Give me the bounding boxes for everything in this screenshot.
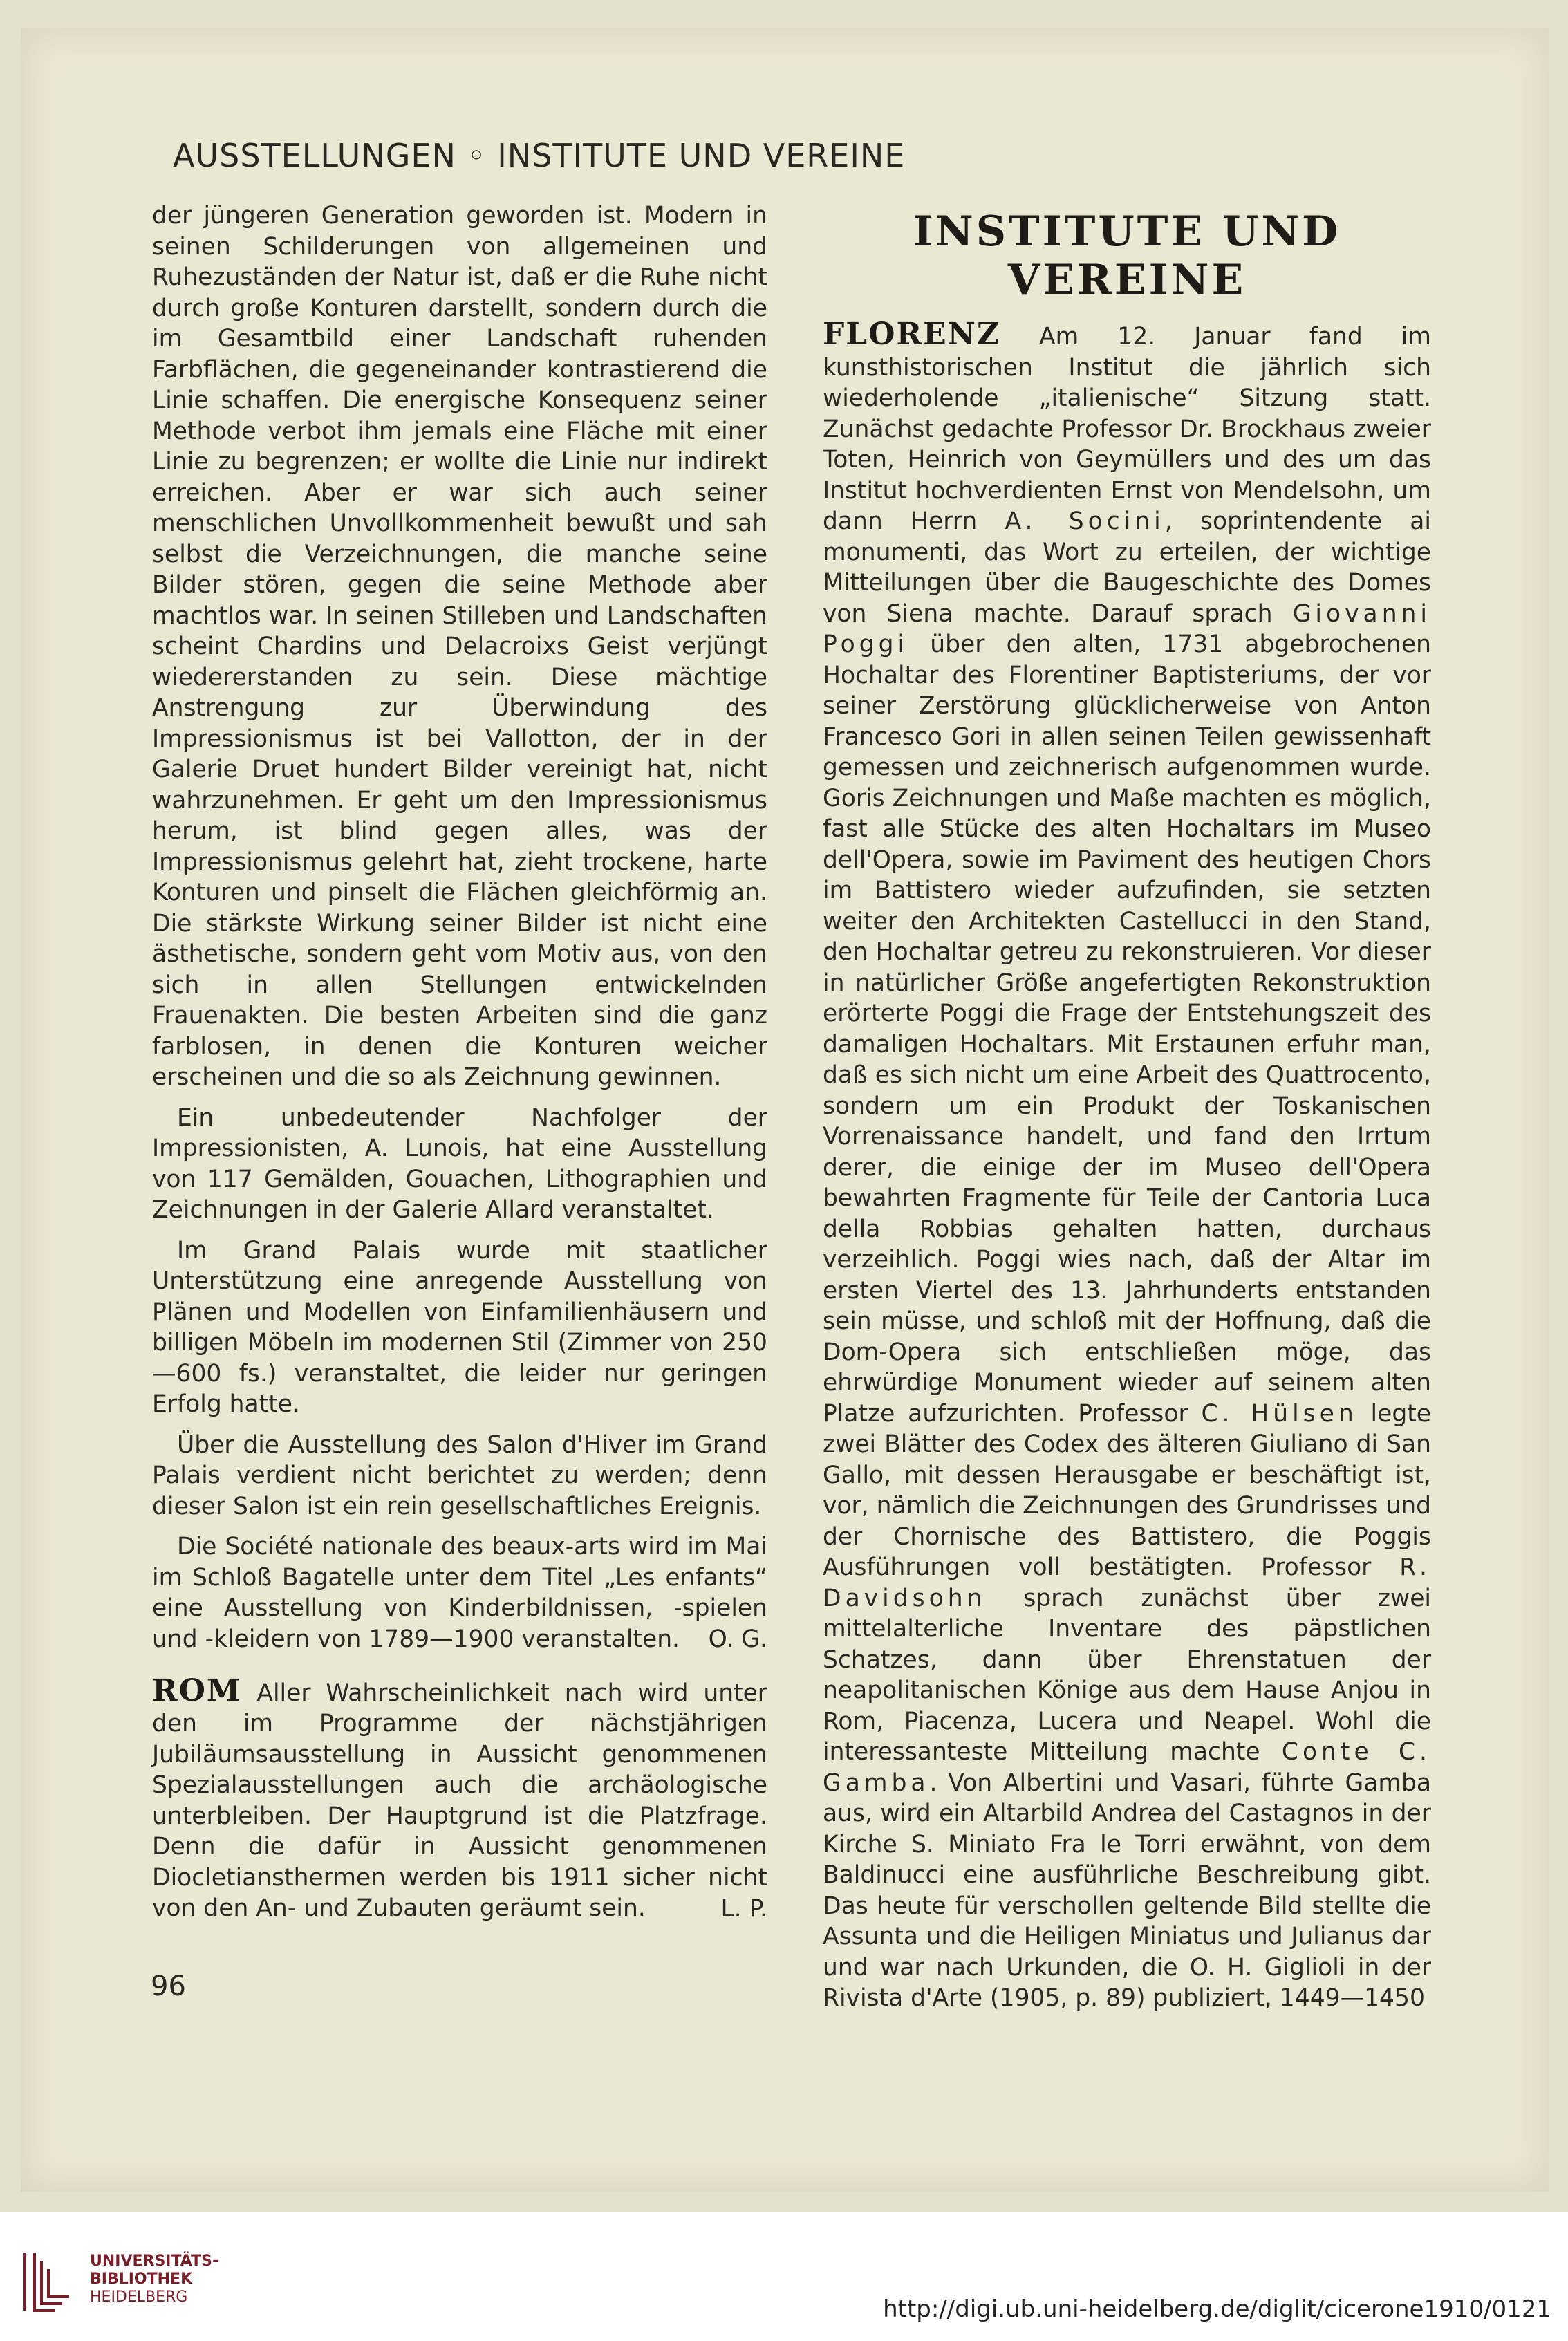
section-headline: INSTITUTE UND VEREINE (913, 207, 1341, 304)
right-column (823, 207, 1431, 2024)
florenz-text-e: sprach zunächst über zwei mittelalterliche Inventare des päpstlichen Schatzes, dann über Ehrenstatuen der neapolitanischen Könige aus dem Hause Anjou in Rom, Piacenza, Lucera und Neapel. Wohl die interessanteste Mitteilung machte (823, 1584, 1432, 1766)
florenz-text-d: legte zwei Blätter des Codex des älteren Giuliano di San Gallo, mit dessen Herausgabe er beschäftigt ist, vor, nämlich die Zeichnungen des Grundrisses und der Chornische des Battistero, die Poggis Ausführungen voll bestätigten. Professor (823, 1399, 1432, 1581)
name-socini: A. Socini (1005, 507, 1165, 535)
library-name (90, 2253, 218, 2306)
paragraph-rom (152, 1672, 767, 1925)
author-signature-lp: L. P. (720, 1894, 767, 1923)
name-huelsen: C. Hülsen (1201, 1399, 1358, 1428)
library-name-line-1: UNIVERSITÄTS- (90, 2253, 219, 2270)
florenz-text-b: , soprintendente ai monumenti, das Wort zu erteilen, der wichtige Mitteilungen über die Baugeschichte des Domes von Siena machte. Darauf sprach (823, 507, 1431, 628)
societe-text: Die Société nationale des beaux-arts wird im Mai im Schloß Bagatelle unter dem Titel „Les enfants“ eine Ausstellung von Kinderbildnissen, -spielen und -kleidern von 1789—1900 veranstalten. (152, 1533, 767, 1653)
name-davidsohn: R. Davidsohn (823, 1554, 1432, 1612)
name-poggi: Giovanni Poggi (823, 599, 1432, 658)
paragraph-societe-nationale (152, 1531, 767, 1655)
florenz-text-a: Am 12. Januar fand im kunsthistorischen Institut die jährlich sich wiederholende „italienische“ Sitzung statt. Zunächst gedachte Professor Dr. Brockhaus zweier Toten, Heinrich von Geymüllers und des um das Institut hochverdienten Ernst von Mendelsohn, um dann Herrn (823, 323, 1432, 535)
source-url-link[interactable]: http://digi.ub.uni-heidelberg.de/diglit/cicerone1910/0121 (883, 2295, 1551, 2323)
running-head: AUSSTELLUNGEN ◦ INSTITUTE UND VEREINE (173, 137, 906, 174)
florenz-text-f: . Von Albertini und Vasari, führte Gamba aus, wird ein Altarbild Andrea del Castagnos in der Kirche S. Miniato Fra le Torri erwähnt, von dem Baldinucci eine ausführliche Beschreibung gibt. Das heute für verschollen geltende Bild stellte die Assunta und die Heiligen Miniatus und Julianus dar und war nach Urkunden, die O. H. Giglioli in der Rivista d'Arte (1905, p. 89) publiziert, 1449—1450 (823, 1769, 1431, 2012)
section-title-florenz: FLORENZ (823, 317, 1000, 352)
section-title-rom: ROM (152, 1672, 242, 1708)
left-column (152, 200, 767, 1934)
library-name-line-2: BIBLIOTHEK (90, 2270, 193, 2288)
paragraph-lunois: Ein unbedeutender Nachfolger der Impressionisten, A. Lunois, hat eine Ausstellung von 117 Gemälden, Gouachen, Lithographien und Zeichnungen in der Galerie Allard veranstaltet. (152, 1103, 767, 1224)
paragraph-salon-hiver: Über die Ausstellung des Salon d'Hiver im Grand Palais verdient nicht berichtet zu werden; denn dieser Salon ist ein rein gesellschaftliches Ereignis. (152, 1430, 767, 1520)
library-name-line-3: HEIDELBERG (90, 2288, 188, 2306)
page-number: 96 (151, 1970, 186, 2002)
paragraph-grand-palais: Im Grand Palais wurde mit staatlicher Unterstützung eine anregende Ausstellung von Plänen und Modellen von Einfamilienhäusern und billigen Möbeln im modernen Stil (Zimmer von 250—600 fs.) veranstaltet, die leider nur geringen Erfolg hatte. (152, 1236, 767, 1418)
name-gamba: Conte C. Gamba (823, 1738, 1431, 1797)
library-footer (0, 2212, 1568, 2341)
paragraph-left-1: der jüngeren Generation geworden ist. Modern in seinen Schilderungen von allgemeinen und Ruhezuständen der Natur ist, daß er die Ruhe nicht durch große Konturen darstellt, sondern durch die im Gesamtbild einer Landschaft ruhenden Farbflächen, die gegeneinander kontrastierend die Linie schaffen. Die energische Konsequenz seiner Methode verbot ihm jemals eine Fläche mit einer Linie zu begrenzen; er wollte die Linie nur indirekt erreichen. Aber er war sich auch seiner menschlichen Unvollkommenheit bewußt und sah selbst die Verzeichnungen, die manche seine Bilder stören, gegen die seine Methode aber machtlos war. In seinen Stilleben und Landschaften scheint Chardins und Delacroixs Geist verjüngt wiedererstanden zu sein. Diese mächtige Anstrengung zur Überwindung des Impressionismus ist bei Vallotton, der in der Galerie Druet hundert Bilder vereinigt hat, nicht wahrzunehmen. Er geht um den Impressionismus herum, ist blind gegen alles, was der Impressionismus gelehrt hat, zieht trockene, harte Konturen und pinselt die Flächen gleichförmig an. Die stärkste Wirkung seiner Bilder ist nicht eine ästhetische, sondern geht vom Motiv aus, von den sich in allen Stellungen entwickelnden Frauenakten. Die besten Arbeiten sind die ganz farblosen, in denen die Konturen weicher erscheinen und die so als Zeichnung gewinnen. (152, 202, 767, 1091)
author-signature-og: O. G. (708, 1625, 767, 1653)
university-library-logo-icon (14, 2247, 83, 2316)
florenz-text-c: über den alten, 1731 abgebrochenen Hochaltar des Florentiner Baptisteriums, der vor seiner Zerstörung glücklicherweise von Anton Francesco Gori in allen seinen Teilen gewissenhaft gemessen und zeichnerisch aufgenommen wurde. Goris Zeichnungen und Maße machten es möglich, fast alle Stücke des alten Hochaltars im Museo dell'Opera, sowie im Paviment des heutigen Chors im Battistero wieder aufzufinden, sie setzten weiter den Architekten Castellucci in den Stand, den Hochaltar getreu zu rekonstruieren. Vor dieser in natürlicher Größe angefertigten Rekonstruktion erörterte Poggi die Frage der Entstehungszeit des damaligen Hochaltars. Mit Erstaunen erfuhr man, daß es sich nicht um eine Arbeit des Quattrocento, sondern um ein Produkt der Toskanischen Vorrenaissance handelt, und fand den Irrtum derer, die einige der im Museo dell'Opera bewahrten Fragmente für Teile der Cantoria Luca della Robbias gehalten hatten, durchaus verzeihlich. Poggi wies nach, daß der Altar im ersten Viertel des 13. Jahrhunderts entstanden sein müsse, und schloß mit der Hoffnung, daß die Dom-Opera sich entschließen möge, das ehrwürdige Monument wieder auf seinem alten Platze aufzurichten. Professor (823, 631, 1432, 1428)
paragraph-florenz (823, 319, 1431, 2014)
rom-text: Aller Wahrscheinlichkeit nach wird unter den im Programme der nächstjährigen Jubiläumsausstellung in Aussicht genommenen Spezialausstellungen auch die archäologische unterbleiben. Der Hauptgrund ist die Platzfrage. Denn die dafür in Aussicht genommenen Diocletiansthermen werden bis 1911 sicher nicht von den An- und Zubauten geräumt sein. (152, 1679, 767, 1922)
